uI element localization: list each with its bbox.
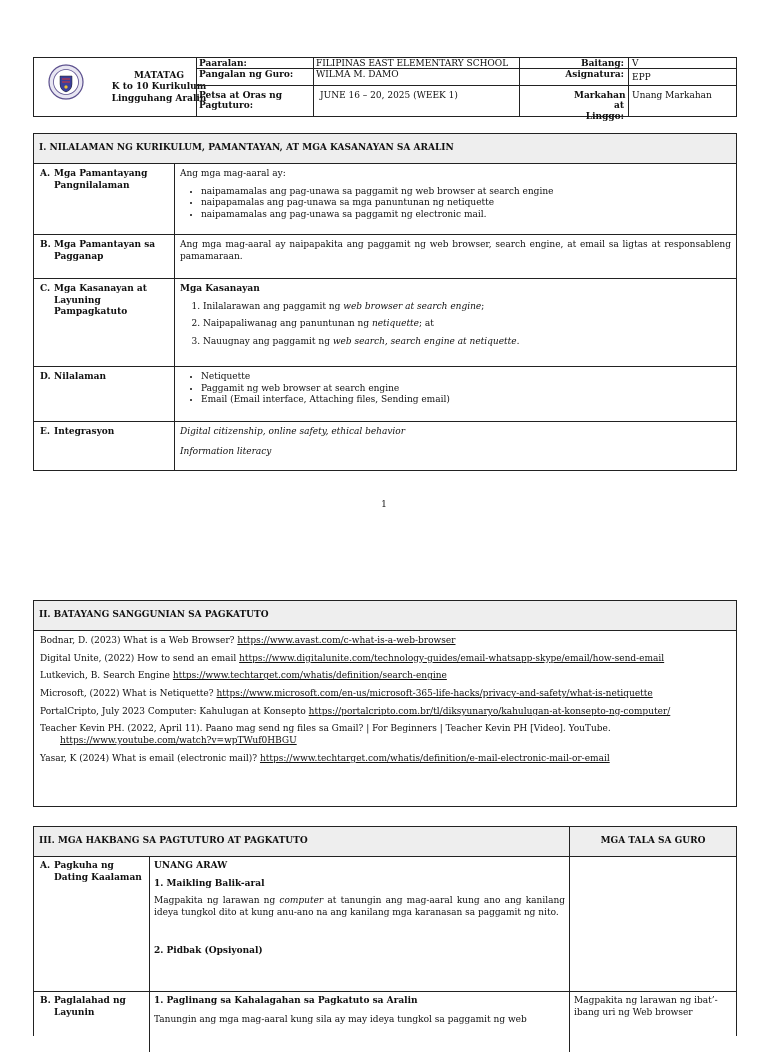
notes-heading: MGA TALA SA GURO	[600, 835, 706, 846]
guro-label: Pangalan ng Guro:	[199, 70, 294, 80]
row-value	[150, 992, 570, 1052]
section-references	[33, 600, 737, 807]
integration-line: Digital citizenship, online safety, ethical behavior	[180, 427, 406, 437]
section-heading: II. BATAYANG SANGGUNIAN SA PAGKATUTO	[34, 601, 736, 631]
row-label-text: Mga Pamantayang Pangnilalaman	[54, 169, 148, 191]
row-label	[34, 992, 150, 1052]
row-value	[150, 857, 570, 991]
row-letter: C.	[40, 284, 51, 294]
petsa-value: JUNE 16 – 20, 2025 (WEEK 1)	[320, 91, 458, 101]
section-teaching-steps	[33, 826, 737, 1036]
paaralan-value: FILIPINAS EAST ELEMENTARY SCHOOL	[316, 59, 509, 69]
row-content-standards	[34, 164, 736, 235]
row-letter: A.	[40, 169, 51, 179]
markahan-label: Markahan at Linggo:	[574, 91, 626, 122]
row-letter: A.	[40, 861, 51, 871]
row-label	[34, 164, 175, 234]
teacher-note: Magpakita ng larawan ng ibat’-ibang uri ng Web browser	[574, 996, 718, 1018]
row-letter: D.	[40, 372, 51, 382]
reference-link[interactable]: https://www.youtube.com/watch?v=wpTWuf0HBGU	[60, 736, 297, 747]
row-letter: B.	[40, 996, 51, 1006]
reference-link[interactable]: https://www.digitalunite.com/technology-guides/email-whatsapp-skype/email/how-send-email	[239, 653, 665, 664]
petsa-label: Petsa at Oras ng Pagtuturo:	[199, 91, 283, 112]
row-label-text: Mga Kasanayan at Layuning Pampagkatuto	[54, 284, 147, 318]
step-title: 2. Pidbak (Opsiyonal)	[154, 945, 263, 956]
row-label	[34, 235, 175, 278]
step-text: Magpakita ng larawan ng computer at tanungin ang mag-aaral kung ano ang kanilang ideya tungkol dito at kung anu-ano na ang kanilang mga karanasan sa paggamit ng nito.	[154, 896, 565, 919]
reference-item: Digital Unite, (2022) How to send an email https://www.digitalunite.com/technology-guides/email-whatsapp-skype/email/how-send-email	[40, 653, 665, 664]
reference-item: Teacher Kevin PH. (2022, April 11). Paano mag send ng files sa Gmail? | For Beginners | Teacher Kevin PH [Video]. YouTube. https://www.youtube.com/watch?v=wpTWuf0HBGU	[40, 724, 611, 747]
paaralan-label: Paaralan:	[199, 59, 247, 69]
list-item: • naipapamalas ang pag-unawa sa mga panuntunan ng netiquette	[201, 198, 731, 210]
list-item: • Email (Email interface, Attaching files, Sending email)	[201, 395, 731, 407]
step-text: Tanungin ang mga mag-aaral kung sila ay may ideya tungkol sa paggamit ng web	[154, 1014, 527, 1025]
section-heading: I. NILALAMAN NG KURIKULUM, PAMANTAYAN, AT MGA KASANAYAN SA ARALIN	[34, 134, 736, 164]
row-integration	[34, 422, 736, 470]
integration-line: Information literacy	[180, 446, 272, 457]
deped-seal-icon	[48, 64, 84, 100]
day-title: UNANG ARAW	[154, 861, 228, 871]
section-heading: III. MGA HAKBANG SA PAGTUTURO AT PAGKATUTO	[34, 827, 570, 856]
reference-link[interactable]: https://www.microsoft.com/en-us/microsoft-365-life-hacks/privacy-and-safety/what-is-netiquette	[216, 689, 653, 700]
bullet-list	[180, 372, 731, 407]
page-number: 1	[381, 500, 387, 510]
row-label-text: Mga Pamantayan sa Pagganap	[54, 240, 156, 262]
reference-item: PortalCripto, July 2023 Computer: Kahulugan at Konsepto https://portalcripto.com.br/tl/diksyunaryo/kahulugan-at-konsepto-ng-computer/	[40, 706, 671, 717]
row-competencies	[34, 279, 736, 367]
row-value	[175, 279, 736, 366]
competency-title: Mga Kasanayan	[180, 284, 260, 294]
row-prior-knowledge	[34, 857, 736, 992]
title-line: MATATAG	[133, 71, 185, 81]
baitang-label: Baitang:	[580, 59, 624, 69]
row-label	[34, 422, 175, 470]
list-item: 2. Naipapaliwanag ang panuntunan ng netiquette; at	[203, 319, 731, 331]
row-label	[34, 367, 175, 421]
row-letter: B.	[40, 240, 51, 250]
row-value	[175, 422, 736, 470]
intro-text: Ang mga mag-aaral ay:	[180, 169, 286, 179]
title-line: K to 10 Kurikulum	[111, 82, 207, 93]
row-value	[175, 164, 736, 234]
reference-item: Lutkevich, B. Search Engine https://www.techtarget.com/whatis/definition/search-engine	[40, 671, 447, 682]
list-item: 3. Nauugnay ang paggamit ng web search, search engine at netiquette.	[203, 337, 731, 349]
list-item: 1. Inilalarawan ang paggamit ng web browser at search engine;	[203, 302, 731, 314]
reference-item: Microsoft, (2022) What is Netiquette? https://www.microsoft.com/en-us/microsoft-365-life-hacks/privacy-and-safety/what-is-netiquette	[40, 689, 653, 700]
row-label-text: Integrasyon	[54, 427, 115, 437]
step-title: 1. Paglinang sa Kahalagahan sa Pagkatuto sa Aralin	[154, 996, 418, 1006]
list-item: • naipamamalas ang pag-unawa sa paggamit ng web browser at search engine	[201, 187, 731, 199]
baitang-value: V	[632, 59, 639, 69]
bullet-list	[180, 187, 731, 222]
row-objectives	[34, 992, 736, 1052]
reference-link[interactable]: https://www.techtarget.com/whatis/definition/search-engine	[172, 671, 447, 682]
reference-link[interactable]: https://www.avast.com/c-what-is-a-web-browser	[237, 636, 456, 646]
list-item: • Netiquette	[201, 372, 731, 384]
reference-list	[34, 631, 736, 777]
row-label-text: Pagkuha ng Dating Kaalaman	[54, 861, 142, 883]
row-content	[34, 367, 736, 422]
row-label-text: Nilalaman	[54, 372, 107, 382]
reference-link[interactable]: https://portalcripto.com.br/tl/diksyunaryo/kahulugan-at-konsepto-ng-computer/	[308, 706, 671, 717]
reference-item: Yasar, K (2024) What is email (electronic mail)? https://www.techtarget.com/whatis/definition/e-mail-electronic-mail-or-email	[40, 753, 610, 764]
lesson-header	[33, 57, 737, 122]
row-label	[34, 857, 150, 991]
section-heading-row	[34, 827, 736, 857]
list-item: • Paggamit ng web browser at search engine	[201, 384, 731, 396]
row-label	[34, 279, 175, 366]
row-value: Ang mga mag-aaral ay naipapakita ang paggamit ng web browser, search engine, at email sa ligtas at responsableng pamamaraan.	[180, 240, 731, 262]
asignatura-label: Asignatura:	[565, 70, 624, 80]
row-letter: E.	[40, 427, 50, 437]
title-line: Lingguhang Aralin	[111, 93, 207, 104]
list-item: • naipamamalas ang pag-unawa sa paggamit ng electronic mail.	[201, 210, 731, 222]
row-value	[175, 367, 736, 421]
teacher-note	[570, 857, 736, 991]
section-curriculum	[33, 133, 737, 471]
header-title-block	[48, 60, 218, 116]
row-label-text: Paglalahad ng Layunin	[54, 996, 126, 1018]
markahan-value: Unang Markahan	[632, 91, 712, 101]
row-performance-standards	[34, 235, 736, 279]
step-title: 1. Maikling Balik-aral	[154, 878, 265, 889]
guro-value: WILMA M. DAMO	[316, 70, 399, 80]
asignatura-value: EPP	[632, 73, 651, 83]
competency-list	[180, 302, 731, 349]
reference-link[interactable]: https://www.techtarget.com/whatis/definition/e-mail-electronic-mail-or-email	[259, 753, 610, 764]
reference-item: Bodnar, D. (2023) What is a Web Browser? https://www.avast.com/c-what-is-a-web-browser	[40, 636, 456, 646]
